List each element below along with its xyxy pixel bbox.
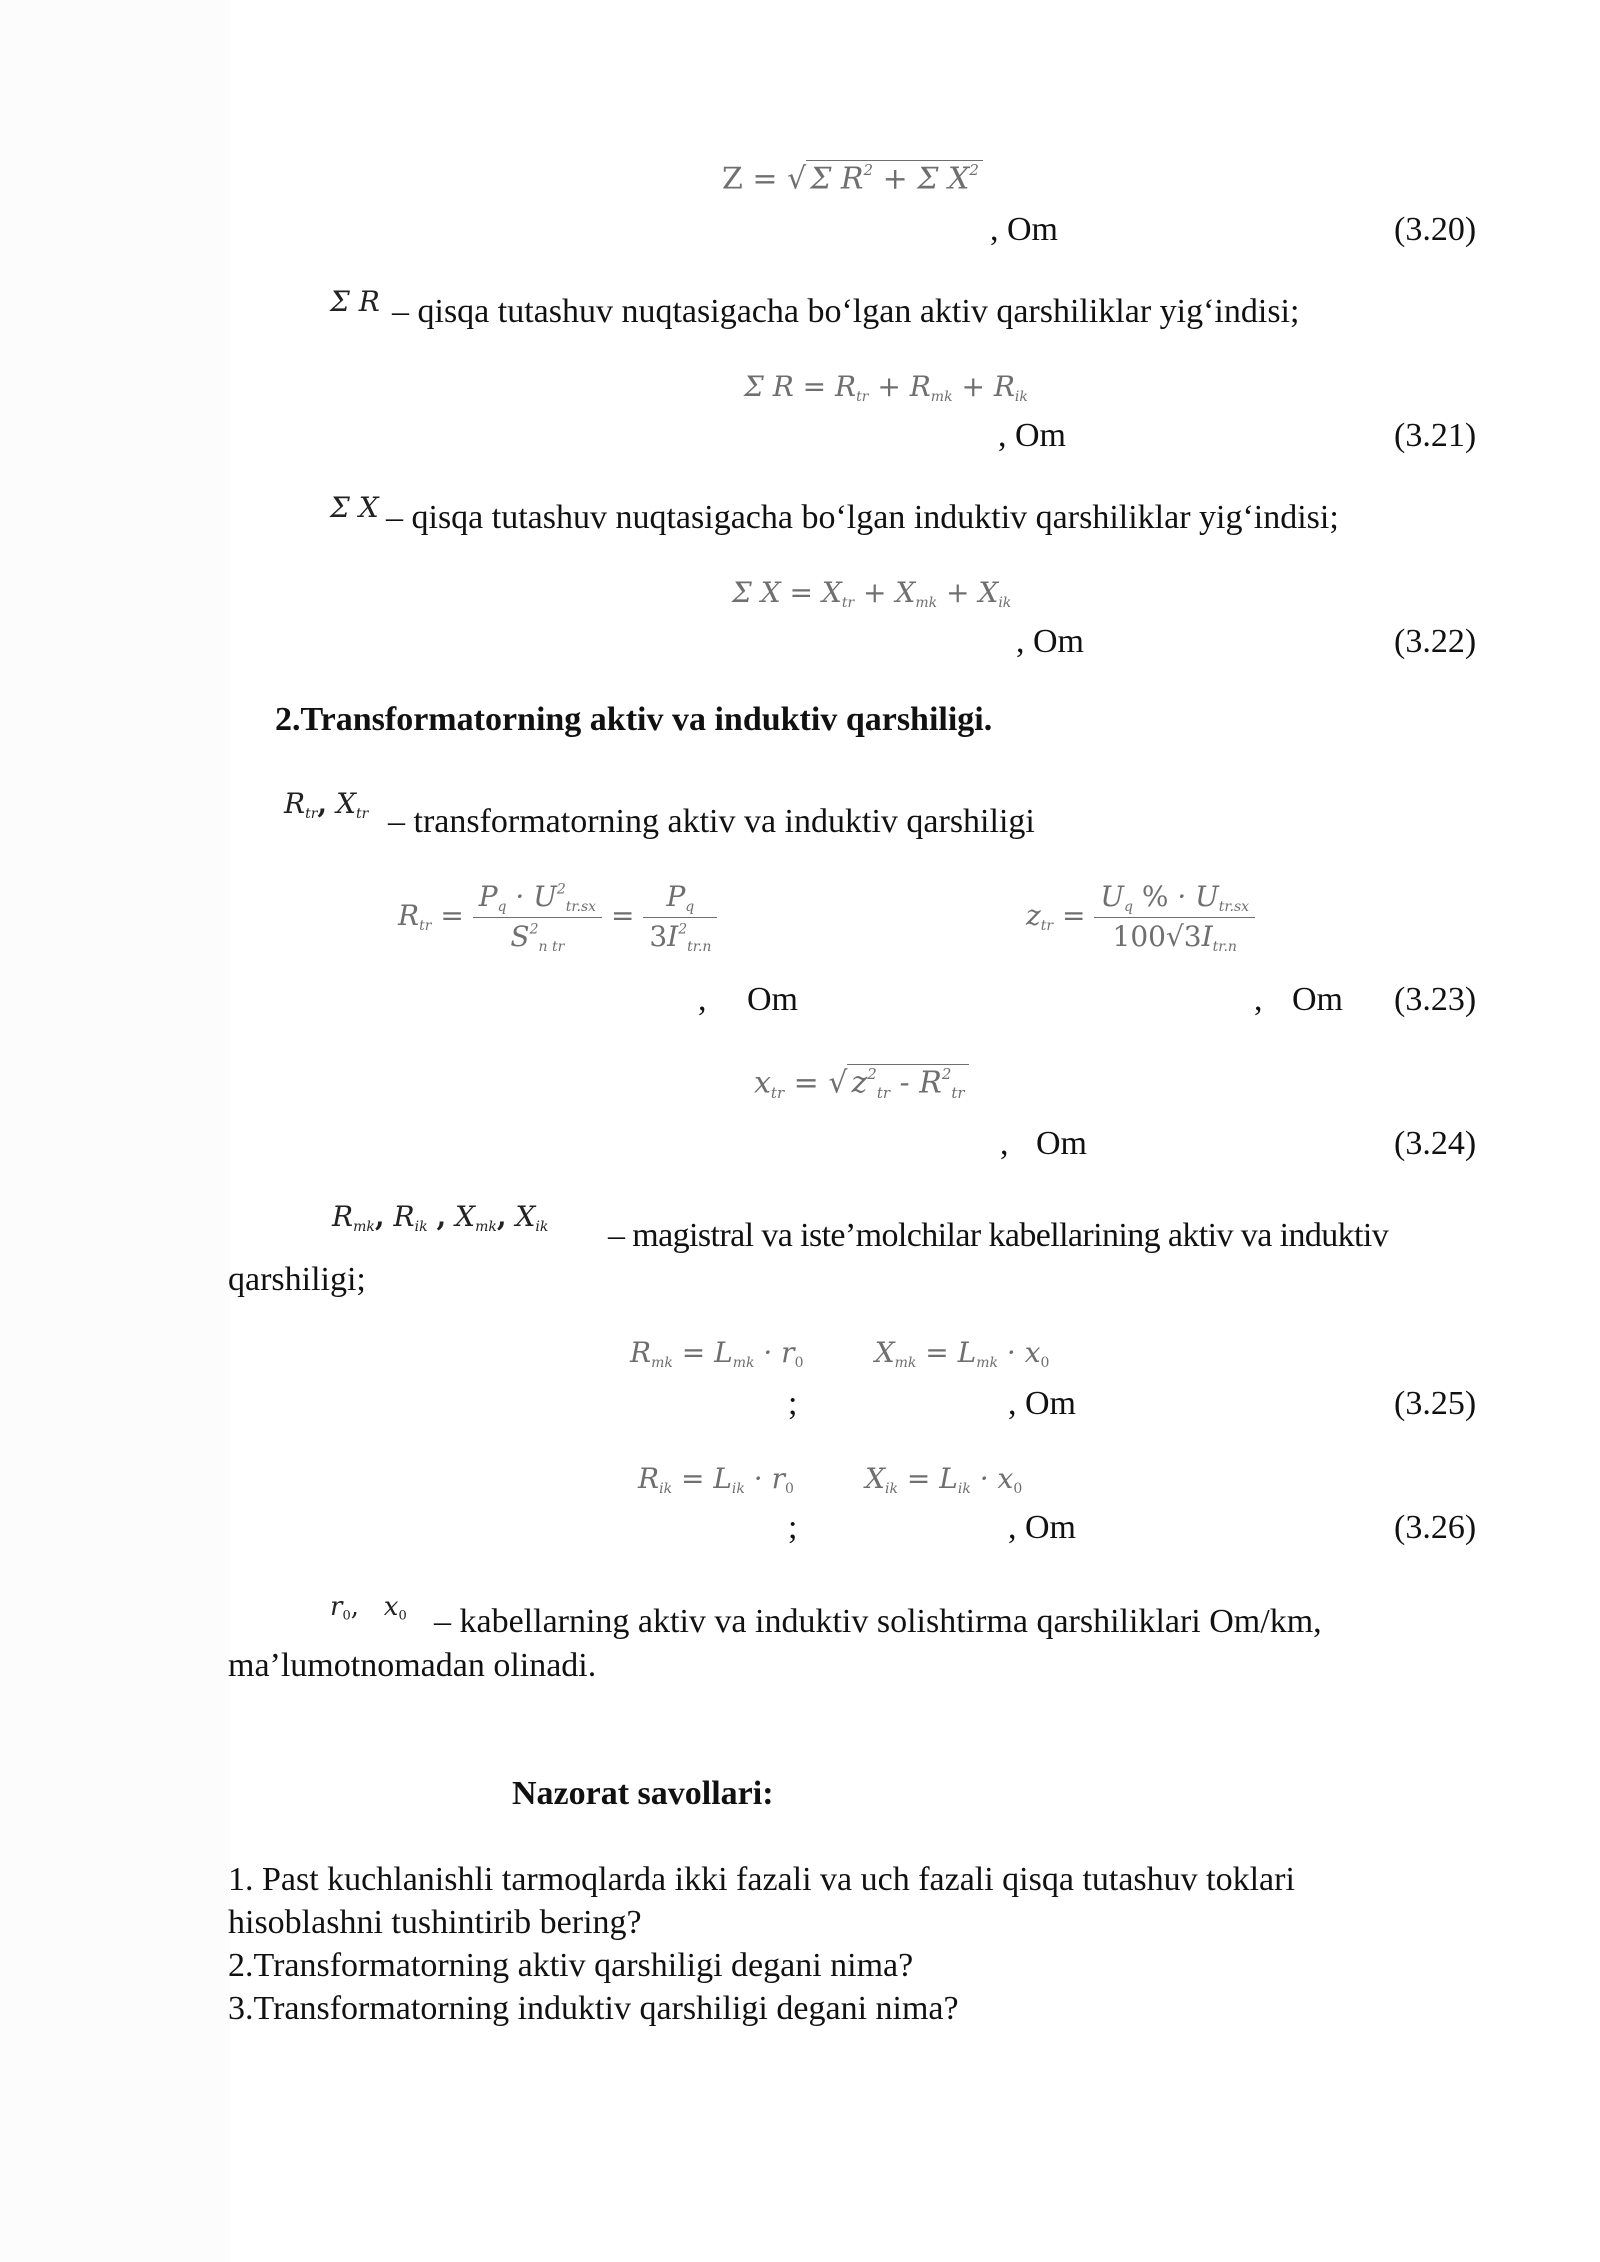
formula-3-25: $R_{mk} = L_{mk} \cdot r_0$ $X_{mk} = L_{mk} \cdot x_0$ <box>630 1336 1050 1371</box>
r0-x0-symbols: $r_0$, $x_0$ <box>330 1592 407 1624</box>
question-item-1-cont: hisoblashni tushintirib bering? <box>228 1904 642 1941</box>
eq-3-22-number: (3.22) <box>1394 623 1477 660</box>
sum-x-symbol: Σ X <box>330 491 379 524</box>
formula-3-20: Z = √ Σ $R^2 + \Sigma$ $X^2$ <box>722 160 983 197</box>
formula-rtr: $R_{tr}$ = $\frac{P_q \cdot U^2_{tr.sx}}{S^2_{n tr}}$ = $\frac{P_q}{3I^2_{tr.n}}$ <box>398 880 717 955</box>
cable-description-line2: qarshiligi; <box>228 1261 366 1298</box>
formula-3-26: $R_{ik} = L_{ik} \cdot r_0$ $X_{ik} = L_{ik} \cdot x_0$ <box>638 1462 1023 1497</box>
r0-x0-description-line2: ma’lumotnomadan olinadi. <box>228 1647 597 1684</box>
cable-symbols: $R_{mk}$, $R_{ik}$ , $X_{mk}$, $X_{ik}$ <box>332 1200 549 1235</box>
eq-3-20-number: (3.20) <box>1394 211 1477 248</box>
eq-3-26-semicolon: ; <box>788 1509 798 1546</box>
eq-3-23-sep1: , <box>698 981 707 1018</box>
rtr-xtr-description: – transformatorning aktiv va induktiv qarshiligi <box>388 803 1035 840</box>
eq-3-25-number: (3.25) <box>1394 1385 1477 1422</box>
formula-3-24: $x_{tr}$ = √ $z^2_{tr} - R^2_{tr}$ <box>754 1064 969 1102</box>
question-item-1: 1. Past kuchlanishli tarmoqlarda ikki fazali va uch fazali qisqa tutashuv toklari <box>228 1861 1295 1898</box>
eq-3-26-unit: , Om <box>1008 1509 1076 1546</box>
eq-3-23-number: (3.23) <box>1394 981 1477 1018</box>
eq-3-26-number: (3.26) <box>1394 1509 1477 1546</box>
r0-x0-description-line1: – kabellarning aktiv va induktiv solishtirma qarshiliklari Om/km, <box>434 1603 1322 1640</box>
eq-3-25-semicolon: ; <box>788 1385 798 1422</box>
formula-ztr: $z_{tr}$ = $\frac{U_q \% \cdot U_{tr.sx}}{100√3I_{tr.n}}$ <box>1026 880 1255 955</box>
rtr-xtr-symbols: $R_{tr}$, $X_{tr}$ <box>284 787 369 822</box>
eq-3-22-unit: , Om <box>1016 623 1084 660</box>
eq-3-25-unit: , Om <box>1008 1385 1076 1422</box>
page-shadow <box>0 0 230 2262</box>
questions-heading: Nazorat savollari: <box>512 1775 774 1812</box>
sum-r-description: – qisqa tutashuv nuqtasigacha bo‘lgan aktiv qarshiliklar yig‘indisi; <box>392 293 1300 330</box>
eq-3-21-unit: , Om <box>998 417 1066 454</box>
eq-3-23-unit1: Om <box>747 981 798 1018</box>
formula-3-22: Σ $X = X_{tr} + X_{mk} + X_{ik}$ <box>732 576 1012 611</box>
sum-x-description: – qisqa tutashuv nuqtasigacha bo‘lgan induktiv qarshiliklar yig‘indisi; <box>386 499 1339 536</box>
eq-3-20-unit: , Om <box>990 211 1058 248</box>
eq-3-24-unit: Om <box>1036 1125 1087 1162</box>
question-item-3: 3.Transformatorning induktiv qarshiligi degani nima? <box>228 1990 959 2027</box>
eq-3-23-sep2: , <box>1254 981 1263 1018</box>
eq-3-23-unit2: Om <box>1292 981 1343 1018</box>
section-heading: 2.Transformatorning aktiv va induktiv qarshiligi. <box>275 701 993 738</box>
eq-3-24-number: (3.24) <box>1394 1125 1477 1162</box>
eq-3-21-number: (3.21) <box>1394 417 1477 454</box>
formula-3-21: Σ $R = R_{tr} + R_{mk} + R_{ik}$ <box>744 370 1028 405</box>
eq-3-24-sep: , <box>1000 1125 1009 1162</box>
cable-description-line1: – magistral va iste’molchilar kabellarining aktiv va induktiv <box>608 1217 1389 1254</box>
question-item-2: 2.Transformatorning aktiv qarshiligi degani nima? <box>228 1947 914 1984</box>
sum-r-symbol: Σ R <box>330 285 380 318</box>
